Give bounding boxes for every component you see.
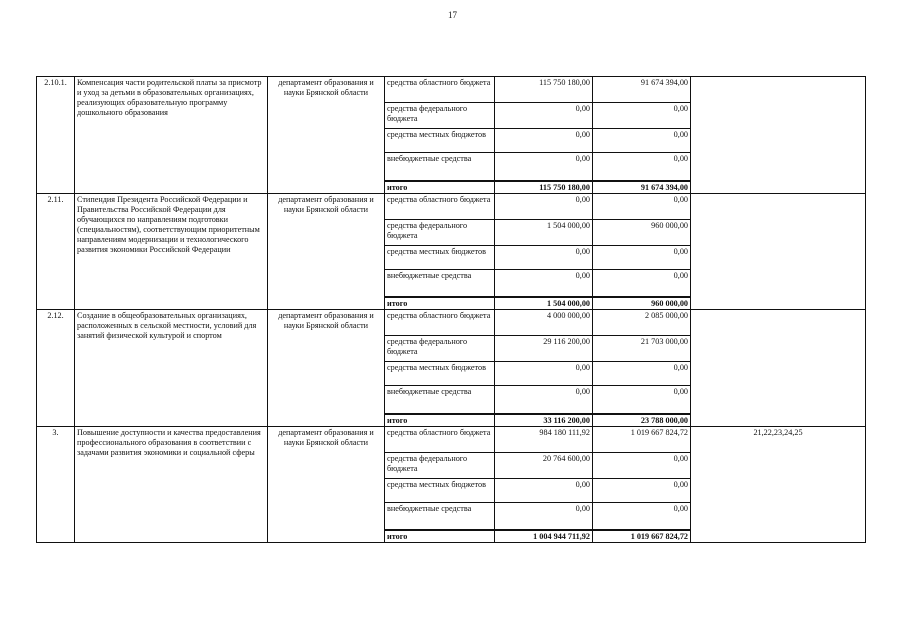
funding-source-label: внебюджетные средства [385,153,495,181]
funding-value-col1: 0,00 [495,478,593,502]
funding-value-col1: 33 116 200,00 [495,414,593,427]
funding-source-label: средства федерального бюджета [385,336,495,362]
funding-source-label: средства федерального бюджета [385,219,495,245]
row-number: 2.11. [37,193,75,310]
funding-value-col2: 0,00 [593,129,691,153]
funding-source-label: внебюджетные средства [385,386,495,414]
funding-value-col1: 4 000 000,00 [495,310,593,336]
funding-value-col1: 1 504 000,00 [495,219,593,245]
measure-name: Создание в общеобразовательных организациях, расположенных в сельской местности, условий для занятий физической культурой и спортом [75,310,268,427]
funding-value-col1: 20 764 600,00 [495,452,593,478]
funding-source-label: итого [385,181,495,194]
funding-value-col1: 0,00 [495,362,593,386]
funding-source-label: внебюджетные средства [385,269,495,297]
executor-name: департамент образования и науки Брянской области [268,77,385,194]
executor-name: департамент образования и науки Брянской области [268,310,385,427]
funding-value-col1: 1 504 000,00 [495,297,593,310]
funding-value-col2: 0,00 [593,153,691,181]
indicator-numbers [691,193,866,310]
funding-value-col2: 91 674 394,00 [593,181,691,194]
row-number: 2.12. [37,310,75,427]
funding-value-col2: 21 703 000,00 [593,336,691,362]
funding-value-col2: 23 788 000,00 [593,414,691,427]
funding-value-col2: 960 000,00 [593,219,691,245]
funding-value-col1: 1 004 944 711,92 [495,530,593,543]
funding-value-col2: 0,00 [593,386,691,414]
funding-value-col1: 0,00 [495,153,593,181]
funding-source-label: итого [385,530,495,543]
indicator-numbers [691,77,866,194]
funding-value-col2: 0,00 [593,103,691,129]
measure-name: Компенсация части родительской платы за присмотр и уход за детьми в образовательных организациях, реализующих образовательную программу дошкольного образования [75,77,268,194]
funding-value-col2: 0,00 [593,502,691,530]
funding-value-col2: 1 019 667 824,72 [593,426,691,452]
funding-value-col1: 0,00 [495,129,593,153]
funding-value-col2: 0,00 [593,245,691,269]
executor-name: департамент образования и науки Брянской области [268,426,385,543]
funding-value-col1: 984 180 111,92 [495,426,593,452]
funding-source-label: средства местных бюджетов [385,245,495,269]
funding-value-col1: 0,00 [495,502,593,530]
row-number: 2.10.1. [37,77,75,194]
measure-name: Стипендия Президента Российской Федерации и Правительства Российской Федерации для обучающихся по направлениям подготовки (специальностям), соответствующим приоритетным направлениям модернизации и технологического развития экономики Российской Федерации [75,193,268,310]
funding-source-label: средства областного бюджета [385,310,495,336]
funding-value-col2: 0,00 [593,362,691,386]
table-body [37,77,866,543]
funding-source-label: итого [385,297,495,310]
funding-value-col2: 0,00 [593,193,691,219]
indicator-numbers [691,310,866,427]
funding-value-col1: 0,00 [495,386,593,414]
executor-name: департамент образования и науки Брянской области [268,193,385,310]
funding-value-col2: 1 019 667 824,72 [593,530,691,543]
funding-source-label: внебюджетные средства [385,502,495,530]
funding-value-col2: 0,00 [593,478,691,502]
table-row [37,426,866,452]
funding-source-label: средства областного бюджета [385,426,495,452]
page-number: 17 [448,10,457,20]
funding-value-col1: 0,00 [495,103,593,129]
funding-value-col1: 0,00 [495,193,593,219]
funding-source-label: средства областного бюджета [385,193,495,219]
funding-source-label: итого [385,414,495,427]
funding-value-col1: 0,00 [495,245,593,269]
funding-value-col1: 115 750 180,00 [495,181,593,194]
funding-value-col2: 91 674 394,00 [593,77,691,103]
table-row [37,310,866,336]
funding-value-col2: 2 085 000,00 [593,310,691,336]
funding-source-label: средства федерального бюджета [385,103,495,129]
funding-value-col1: 115 750 180,00 [495,77,593,103]
funding-source-label: средства областного бюджета [385,77,495,103]
budget-table [36,76,866,543]
table-row [37,193,866,219]
measure-name: Повышение доступности и качества предоставления профессионального образования в соответствии с задачами развития экономики и социальной сферы [75,426,268,543]
funding-value-col2: 0,00 [593,452,691,478]
table-row [37,77,866,103]
funding-source-label: средства местных бюджетов [385,478,495,502]
funding-value-col1: 0,00 [495,269,593,297]
row-number: 3. [37,426,75,543]
funding-value-col1: 29 116 200,00 [495,336,593,362]
funding-source-label: средства федерального бюджета [385,452,495,478]
indicator-numbers: 21,22,23,24,25 [691,426,866,543]
funding-source-label: средства местных бюджетов [385,362,495,386]
funding-value-col2: 0,00 [593,269,691,297]
funding-value-col2: 960 000,00 [593,297,691,310]
funding-source-label: средства местных бюджетов [385,129,495,153]
